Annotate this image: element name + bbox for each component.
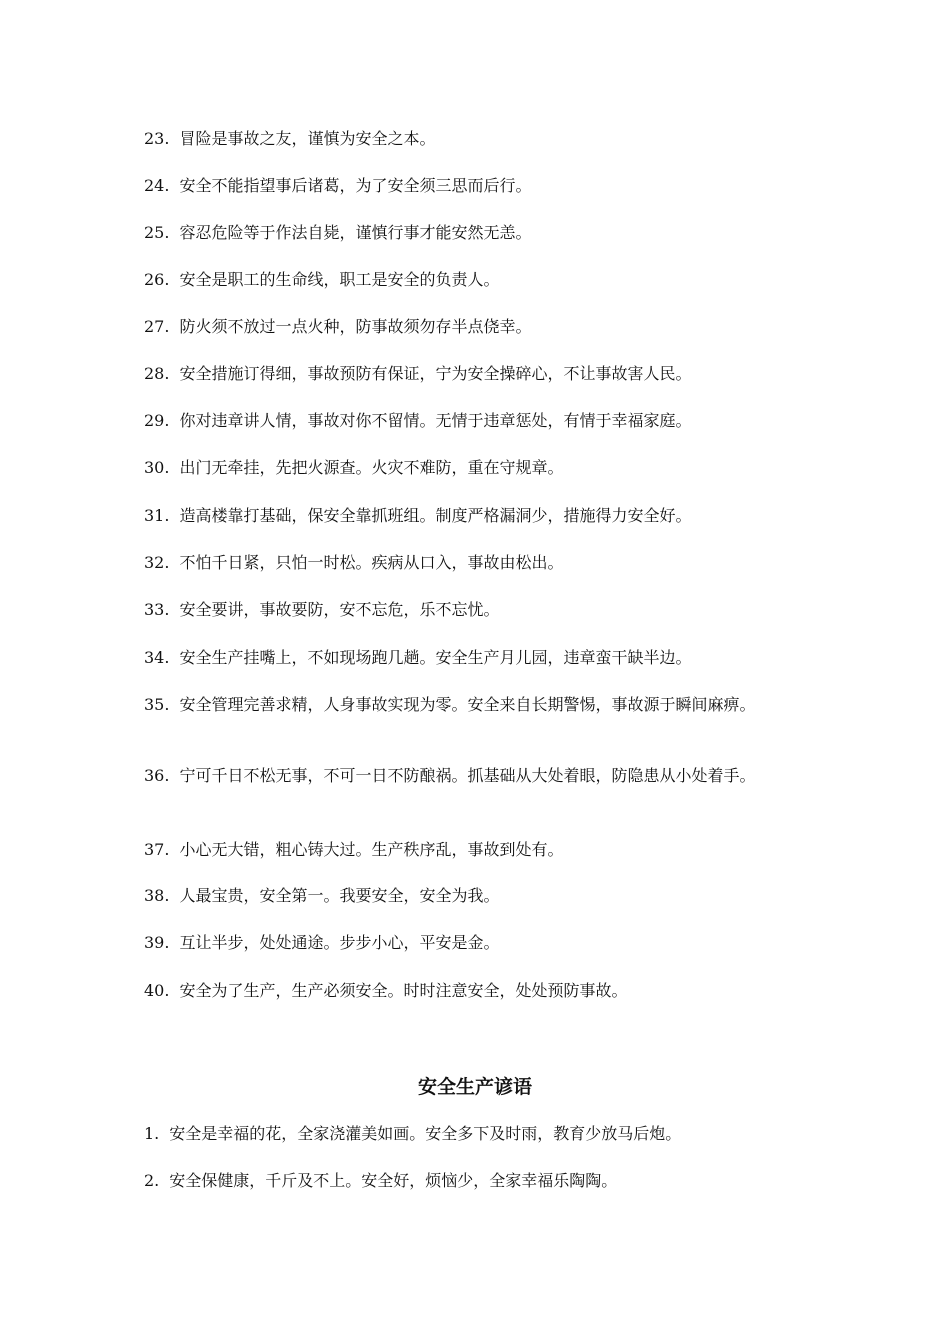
list-item xyxy=(144,1122,814,1146)
item-text: 安全是幸福的花，全家浇灌美如画。安全多下及时雨，教育少放马后炮。 xyxy=(169,1124,682,1143)
item-number: 37. xyxy=(144,840,170,859)
list-item xyxy=(144,838,814,862)
item-number: 25. xyxy=(144,223,170,242)
item-number: 36. xyxy=(144,766,170,785)
item-number: 35. xyxy=(144,695,170,714)
item-text: 出门无牵挂，先把火源查。火灾不难防，重在守规章。 xyxy=(179,458,564,477)
item-text: 宁可千日不松无事，不可一日不防酿祸。抓基础从大处着眼，防隐患从小处着手。 xyxy=(179,766,756,785)
item-text: 不怕千日紧，只怕一时松。疾病从口入，事故由松出。 xyxy=(179,553,564,572)
list-item xyxy=(144,127,814,151)
item-text: 安全生产挂嘴上，不如现场跑几趟。安全生产月儿园，违章蛮干缺半边。 xyxy=(179,648,692,667)
item-number: 30. xyxy=(144,458,170,477)
list-item xyxy=(144,884,814,908)
item-text: 造高楼靠打基础，保安全靠抓班组。制度严格漏洞少，措施得力安全好。 xyxy=(179,506,692,525)
item-number: 28. xyxy=(144,364,170,383)
list-item xyxy=(144,362,814,386)
list-item xyxy=(144,456,814,480)
item-number: 34. xyxy=(144,648,170,667)
item-number: 1. xyxy=(144,1124,160,1143)
item-number: 31. xyxy=(144,506,170,525)
item-text: 互让半步，处处通途。步步小心，平安是金。 xyxy=(179,933,500,952)
list-item xyxy=(144,174,814,198)
item-number: 40. xyxy=(144,981,170,1000)
item-number: 26. xyxy=(144,270,170,289)
item-number: 29. xyxy=(144,411,170,430)
section-title: 安全生产谚语 xyxy=(417,1076,532,1098)
list-item xyxy=(144,931,814,955)
item-text: 安全管理完善求精，人身事故实现为零。安全来自长期警惕，事故源于瞬间麻痹。 xyxy=(179,695,756,714)
item-text: 你对违章讲人情，事故对你不留情。无情于违章惩处，有情于幸福家庭。 xyxy=(179,411,692,430)
item-text: 安全要讲，事故要防，安不忘危，乐不忘忧。 xyxy=(179,600,500,619)
list-item xyxy=(144,221,814,245)
item-number: 33. xyxy=(144,600,170,619)
item-text: 安全不能指望事后诸葛，为了安全须三思而后行。 xyxy=(179,176,532,195)
item-number: 24. xyxy=(144,176,170,195)
item-text: 人最宝贵，安全第一。我要安全，安全为我。 xyxy=(179,886,500,905)
item-number: 38. xyxy=(144,886,170,905)
item-text: 安全是职工的生命线，职工是安全的负责人。 xyxy=(179,270,500,289)
list-item xyxy=(144,268,814,292)
item-text: 冒险是事故之友，谨慎为安全之本。 xyxy=(179,129,436,148)
list-item xyxy=(144,504,814,528)
item-number: 27. xyxy=(144,317,170,336)
list-item xyxy=(144,315,814,339)
list-item xyxy=(144,598,814,622)
item-text: 小心无大错，粗心铸大过。生产秩序乱，事故到处有。 xyxy=(179,840,564,859)
item-text: 安全措施订得细，事故预防有保证，宁为安全操碎心，不让事故害人民。 xyxy=(179,364,692,383)
list-item xyxy=(144,646,814,670)
item-text: 安全为了生产，生产必须安全。时时注意安全，处处预防事故。 xyxy=(179,981,628,1000)
list-item xyxy=(144,1169,814,1193)
item-text: 安全保健康，千斤及不上。安全好，烦恼少，全家幸福乐陶陶。 xyxy=(169,1171,618,1190)
list-item xyxy=(144,409,814,433)
item-number: 2. xyxy=(144,1171,160,1190)
list-item xyxy=(144,693,814,717)
item-number: 39. xyxy=(144,933,170,952)
item-number: 23. xyxy=(144,129,170,148)
item-number: 32. xyxy=(144,553,170,572)
item-text: 容忍危险等于作法自毙，谨慎行事才能安然无恙。 xyxy=(179,223,532,242)
list-item xyxy=(144,764,814,788)
list-item xyxy=(144,979,814,1003)
list-item xyxy=(144,551,814,575)
item-text: 防火须不放过一点火种，防事故须勿存半点侥幸。 xyxy=(179,317,532,336)
